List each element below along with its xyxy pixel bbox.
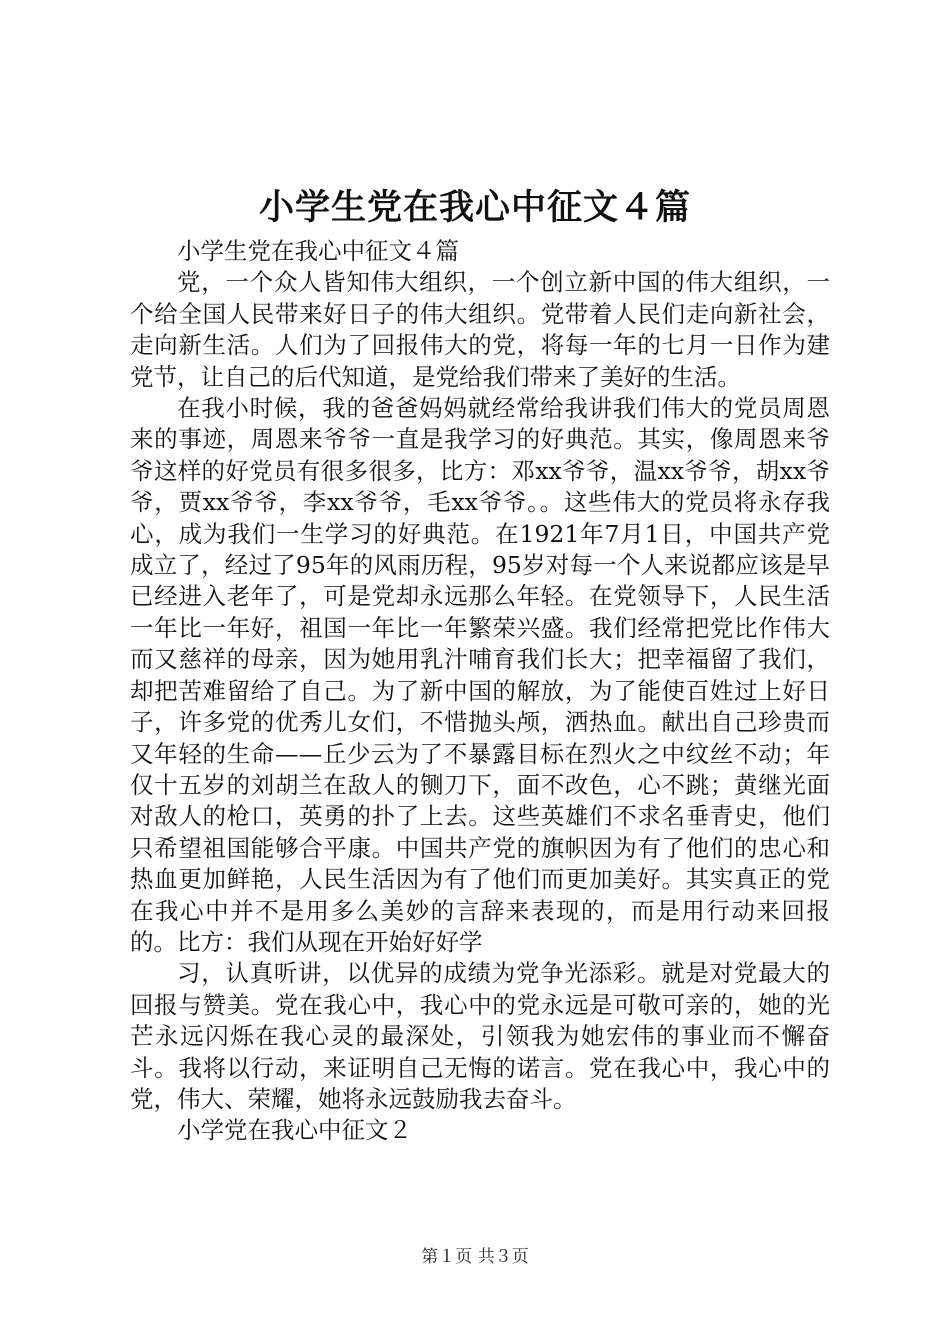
paragraph-subtitle: 小学生党在我心中征文４篇 bbox=[177, 237, 459, 265]
paragraph-conclusion: 习，认真听讲，以优异的成绩为党争光添彩。就是对党最大的回报与赞美。党在我心中，我心中的党永远是可敬可亲的，她的光芒永远闪烁在我心灵的最深处，引领我为她宏伟的事业而不懈奋斗。我将以行动，来证明自己无悔的诺言。党在我心中，我心中的党，伟大、荣耀，她将永远鼓励我去奋斗。 bbox=[130, 959, 830, 1113]
document-body bbox=[130, 236, 830, 1147]
paragraph-intro: 党，一个众人皆知伟大组织，一个创立新中国的伟大组织，一个给全国人民带来好日子的伟大组织。党带着人民们走向新社会，走向新生活。人们为了回报伟大的党，将每一年的七月一日作为建党节，让自己的后代知道，是党给我们带来了美好的生活。 bbox=[130, 268, 830, 391]
paragraph-childhood: 在我小时候，我的爸爸妈妈就经常给我讲我们伟大的党员周恩来的事迹，周恩来爷爷一直是我学习的好典范。其实，像周恩来爷爷这样的好党员有很多很多，比方：邓xx爷爷，温xx爷爷，胡xx爷爷，贾xx爷爷，李xx爷爷，毛xx爷爷。。这些伟大的党员将永存我心，成为我们一生学习的好典范。在1921年7月1日，中国共产党成立了，经过了95年的风雨历程，95岁对每一个人来说都应该是早已经进入老年了，可是党却永远那么年轻。在党领导下，人民生活一年比一年好，祖国一年比一年繁荣兴盛。我们经常把党比作伟大而又慈祥的母亲，因为她用乳汁哺育我们长大；把幸福留了我们，却把苦难留给了自己。为了新中国的解放，为了能使百姓过上好日子，许多党的优秀儿女们，不惜抛头颅，洒热血。献出自己珍贵而又年轻的生命——丘少云为了不暴露目标在烈火之中纹丝不动；年仅十五岁的刘胡兰在敌人的铡刀下，面不改色，心不跳；黄继光面对敌人的枪口，英勇的扑了上去。这些英雄们不求名垂青史，他们只希望祖国能够合平康。中国共产党的旗帜因为有了他们的忠心和热血更加鲜艳，人民生活因为有了他们而更加美好。其实真正的党在我心中并不是用多么美妙的言辞来表现的，而是用行动来回报的。比方：我们从现在开始好好学 bbox=[130, 394, 830, 956]
page-number-footer: 第１页 共３页 bbox=[421, 1247, 529, 1267]
paragraph-next-essay-heading: 小学党在我心中征文２ bbox=[177, 1116, 412, 1145]
document-title: 小学生党在我心中征文４篇 bbox=[258, 187, 691, 228]
